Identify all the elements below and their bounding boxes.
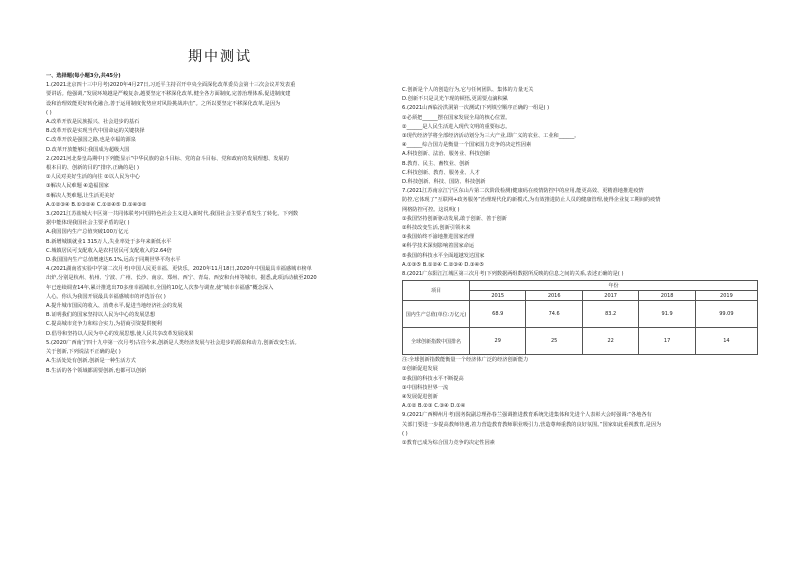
text-line: ⑤我国的科技水平全面超越发达国家	[402, 252, 485, 259]
text-line: ( )	[402, 430, 408, 437]
text-line: ④科学技术深刻影响着国家命运	[402, 243, 475, 250]
text-line: C.创新是个人的创造行为,它与任何团队、集体的力量无关	[402, 87, 534, 93]
table-cell: 91.9	[639, 301, 695, 328]
text-line: ④发展促进创新	[402, 394, 438, 401]
left-column	[46, 72, 398, 376]
text-line: ③现代经济学将全部经济活动划分为三大产业,即广义的农业、工业和______。	[402, 133, 580, 140]
text-line: ②科技改变生活,创新引领未来	[402, 225, 471, 232]
table-cell: 22	[582, 328, 638, 355]
text-line: A.科技创新、法治、服务业、科技创新	[402, 151, 491, 158]
text-line: ( )	[46, 109, 52, 116]
text-line: ⑤解决人类难题,让生活更美好	[46, 192, 115, 199]
text-line: A.①② B.②③ C.③④ D.①④	[402, 403, 466, 410]
text-line: ②我国的科技水平不断提高	[402, 375, 464, 382]
text-line: 9.(2021广西柳州月考)国务院副总理孙春兰强调推进教育系统先进集体和先进个人表彰大会时强调:“各地各有	[402, 412, 652, 419]
text-line: A.我国国内生产总值突破100万亿元	[46, 229, 129, 236]
text-line: 网格防控可控。这说明( )	[402, 206, 460, 213]
text-line: D.科技创新、科技、国防、科技创新	[402, 179, 486, 186]
text-line: ①教育已成为综合国力竞争的决定性因素	[402, 440, 495, 447]
text-line: B.教育、民主、畜牧业、创新	[402, 160, 470, 167]
table-year-cell: 2018	[639, 291, 695, 301]
text-line: 3.(2021江苏盐城大丰区第一共同体联考)中国特色社会主义进入新时代,我国社会主要矛盾发生了转化。下列数	[46, 211, 299, 218]
text-line: C.城镇居民可支配收入是农村居民可支配收入的2.64倍	[46, 247, 172, 254]
text-line: B.证明我们的国家坚持以人民为中心的发展思想	[46, 312, 155, 319]
table-cell: 68.9	[470, 301, 526, 328]
text-line: C.改革开放是强国之路,也是幸福的源泉	[46, 137, 136, 144]
text-line: ②______是人民生活进入现代文明的重要标志。	[402, 123, 511, 130]
table-cell: 25	[526, 328, 582, 355]
text-line: C.科技创新、教育、服务业、人才	[402, 169, 480, 176]
table-cell: 29	[470, 328, 526, 355]
text-line: ①我国坚持创新驱动发展,敢于创新、善于创新	[402, 215, 507, 222]
text-line: ①人民对美好生活的向往 ②以人民为中心	[46, 174, 140, 181]
text-line: 据中能体现我国社会主要矛盾的是( )	[46, 220, 130, 227]
text-line: 关于创新,下列说法不正确的是( )	[46, 349, 121, 356]
table-year-header: 年份	[470, 281, 758, 291]
text-line: 防控,它体现了“互联网+政务服务”治理现代化的新模式,为有效推进防止人员的健康管理,使得企业复工期间的疫情	[402, 197, 661, 204]
text-line: A.改革开放是民族振兴、社会进步的基石	[46, 119, 140, 126]
table-cell: 74.6	[526, 301, 582, 328]
page-title: 期中测试	[188, 49, 252, 65]
text-line: A.①②③④ B.①③②④ C.①②④⑤ D.①④③②	[46, 201, 147, 208]
text-line: 6.(2021山西临汾洪洞第一次测试)下列填空顺序正确的一组是( )	[402, 105, 550, 112]
table-year-cell: 2015	[470, 291, 526, 301]
text-line: 要讲话。他强调,“发展环境越是严峻复杂,越要坚定不移深化改革,健全各方面制度,完善治理体系,促进制度建	[46, 91, 291, 98]
table-row-label: 国内生产总值(单位:万亿元)	[403, 301, 470, 328]
text-line: ①创新促进发展	[402, 366, 438, 373]
text-line: D.改革开放能够让我国成为超级大国	[46, 146, 130, 153]
text-line: 出炉,分别是杭州、杭州、宁波、广州、长沙、南京、郑州、西宁、青岛、西安和台州等城市。据悉,此项活动截至2020	[46, 275, 317, 282]
text-line: ④______综合国力是衡量一个国家国力竞争的决定性因素	[402, 142, 532, 149]
text-line: C.提高城市竞争力和综合实力,为招商引资提供便利	[46, 321, 162, 328]
text-line: D.创新不只是灵光乍现的顿悟,更需要点滴积累	[402, 96, 508, 103]
text-line: A.生活处处有创新,创新是一种生活方式	[46, 358, 136, 365]
table-year-cell: 2016	[526, 291, 582, 301]
right-column-bottom	[402, 356, 758, 448]
section-heading: 一、选择题(每小题3分,共45分)	[46, 73, 121, 79]
text-line: 4.(2021湖南省实验中学第二次月考)中国人民更幸福、更快乐。2020年11月18日,2020年中国最具幸福感城市榜单	[46, 266, 312, 273]
text-line: 7.(2021江苏南京江宁区东山片第二次阶段检测)健康码在疫情防控中的应用,能更高效、更精准地推进疫情	[402, 188, 644, 195]
text-line: 设和治理效能更好转化融合,善于运用制度优势应对风险挑战冲击”。之所以要坚定不移深化改革,是因为	[46, 100, 281, 107]
text-line: D.倡导和坚持以人民为中心的发展思想,使人民共享改革发展成果	[46, 330, 194, 337]
table-row-label: 全球创新指数中国排名	[403, 328, 470, 355]
table-cell: 99.09	[695, 301, 757, 328]
right-column-top	[402, 86, 758, 279]
text-line: 年已连续调查14年,累计推选出70多座幸福城市,全国约10亿人次参与调查,使“城市幸福感”概念深入	[46, 284, 274, 291]
text-line: 关部门要进一步提高教师待遇,着力营造教育教师职业吸引力,营造尊师重教的良好氛围。”国家如此重视教育,是因为	[402, 421, 662, 428]
text-line: B.生活的各个领域都需要创新,也都可以创新	[46, 367, 147, 374]
text-line: 5.(2020广西南宁四十九中第一次月考)古往今来,创新是人类经济发展与社会进步的源泉和动力,创新改变生活。	[46, 339, 300, 346]
text-line: ③中国科技世界一流	[402, 384, 449, 391]
text-line: 注:全球创新指数能衡量一个经济体广泛的经济创新能力	[402, 357, 529, 364]
table-item-header: 项目	[403, 281, 470, 301]
table-year-cell: 2017	[582, 291, 638, 301]
right-column	[402, 86, 758, 448]
text-line: A.提升城市国民的收入、消费水平,促进当地经济社会的发展	[46, 303, 183, 310]
table-cell: 17	[639, 328, 695, 355]
table-cell: 14	[695, 328, 757, 355]
text-line: B.新增城镇就业1 315万人,失业率处于多年来新低水平	[46, 238, 172, 245]
text-line: A.①③⑤ B.①②④ C.②③④ D.③④⑤	[402, 261, 484, 268]
text-line: 2.(2021河北秦皇岛期中)下列能显示“中华民族的奋斗目标、党的奋斗目标、党和政府的发展理想、发展的	[46, 155, 289, 162]
text-line: ③解决人民难题 ④造福国家	[46, 183, 109, 190]
text-line: 根本目的、创新的目的”排序,正确的是( )	[46, 165, 140, 172]
table-cell: 83.2	[582, 301, 638, 328]
text-line: 1.(2021北京四十三中月考)2020年4月27日,习近平主持召开中央全面深化改革委员会第十三次会议并发表重	[46, 82, 296, 89]
text-line: 8.(2021广东阳江江城区第三次月考)下列数据两组数据所反映的信息之间的关系,表述正确的是( )	[402, 271, 624, 278]
text-line: B.改革开放是实现当代中国命运的关键抉择	[46, 128, 145, 135]
table-year-cell: 2019	[695, 291, 757, 301]
text-line: D.我国国内生产总值增速达6.1%,远高于同期世界平均水平	[46, 257, 181, 264]
data-table	[402, 280, 758, 355]
text-line: ①必须把______摆在国家发展全局的核心位置。	[402, 114, 511, 121]
text-line: 人心。你认为我国开展最具幸福感城市的评选旨在( )	[46, 293, 166, 300]
text-line: ③我国始终不渝地推进国家治理	[402, 234, 475, 241]
